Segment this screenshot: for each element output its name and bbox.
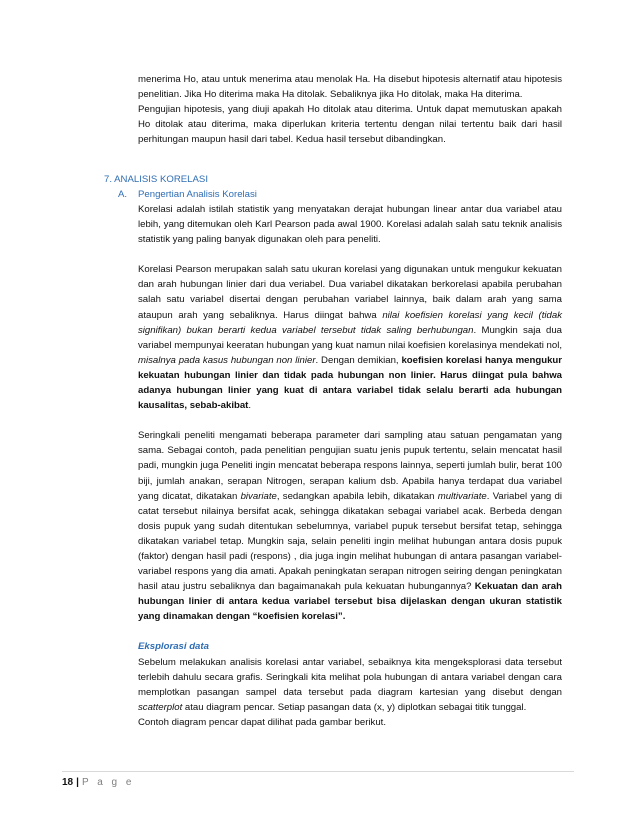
paragraph xyxy=(138,262,562,413)
page-label: P a g e xyxy=(81,777,135,788)
paragraph xyxy=(138,655,562,715)
text-run: atau diagram pencar. Setiap pasangan data (x, y) diplotkan sebagai titik tunggal. xyxy=(182,701,527,713)
bold-text: Kekuatan dan arah hubungan linier di antara kedua variabel tersebut bisa dijelaskan dengan ukuran statistik yang dinamakan dengan “koefisien korelasi”. xyxy=(138,581,562,623)
page-number: 18 xyxy=(62,777,74,788)
sub-heading-marker: A. xyxy=(118,189,128,200)
text-run: Seringkali peneliti mengamati beberapa parameter dari sampling atau satuan pengamatan yang sama. Sebagai contoh, pada penelitian pengujian suatu jenis pupuk tertentu, selain mencatat hasil padi, mungkin juga Peneliti ingin mencatat beberapa respons lainnya, seperti jumlah bulir, berat 100 biji, jumlah anakan, serapan Nitrogen, serapan kalium dsb. Apabila hanya terdapat dua variabel yang dicatat, dikatakan xyxy=(138,430,562,502)
italic-text: multivariate xyxy=(437,490,487,502)
top-text-block xyxy=(138,72,562,147)
paragraph: Pengujian hipotesis, yang diuji apakah Ho ditolak atau diterima. Untuk dapat memutuskan apakah Ho ditolak atau diterima, maka diperlukan kriteria tertentu dengan nilai tertentu baik dari hasil perhitungan maupun hasil dari tabel. Kedua hasil tersebut dibandingkan. xyxy=(138,104,562,146)
italic-text: bivariate xyxy=(240,490,277,502)
text-run: , sedangkan apabila lebih, dikatakan xyxy=(276,490,438,502)
text-run: . xyxy=(248,400,252,412)
paragraph xyxy=(138,428,562,624)
footer-separator: | xyxy=(76,777,79,788)
text-run: . Mungkin saja dua variabel mempunyai keeratan hubungan yang kuat namun nilai koefisien korelasinya mendekati nol, xyxy=(138,324,562,351)
text-run: . Variabel yang di catat tersebut nilainya bersifat acak, sehingga dikatakan sebagai variabel acak. Berbeda dengan dosis pupuk yang sudah ditentukan sebelumnya, variabel pupuk tersebut bersifat tetap, sehingga dikatakan variabel tetap. Mungkin saja, selain peneliti ingin melihat hubungan antara dosis pupuk (faktor) dengan hasil padi (respons) , dia juga ingin melihat hubungan di antara pasangan variabel-variabel respons yang dia amati. Apakah peningkatan serapan nitrogen seiring dengan peningkatan hasil atau justru sebaliknya dan bagaimanakah pula kekuatan hubungannya? xyxy=(138,490,562,593)
footer-divider xyxy=(62,771,574,772)
section-heading: 7. ANALISIS KORELASI xyxy=(104,174,208,185)
italic-text: misalnya pada kasus hubungan non linier xyxy=(138,354,316,366)
paragraph: Korelasi adalah istilah statistik yang menyatakan derajat hubungan linear antar dua variabel atau lebih, yang ditemukan oleh Karl Pearson pada awal 1900. Korelasi adalah salah satu teknik analisis statistik yang paling banyak digunakan oleh para peneliti. xyxy=(138,204,562,246)
page-footer xyxy=(62,776,134,790)
paragraph: menerima Ho, atau untuk menerima atau menolak Ha. Ha disebut hipotesis alternatif atau hipotesis penelitian. Jika Ho diterima maka Ha ditolak. Sebaliknya jika Ho ditolak, maka Ha diterima. xyxy=(138,74,562,101)
eksplorasi-heading: Eksplorasi data xyxy=(138,641,209,653)
text-run: . Dengan demikian, xyxy=(315,354,402,366)
paragraph: Contoh diagram pencar dapat dilihat pada gambar berikut. xyxy=(138,716,386,728)
body-text-block xyxy=(138,202,562,730)
sub-heading xyxy=(118,187,257,202)
sub-heading-title: Pengertian Analisis Korelasi xyxy=(138,189,257,200)
italic-text: scatterplot xyxy=(138,701,183,713)
bold-text: koefisien korelasi hanya mengukur kekuatan hubungan linier dan tidak pada hubungan non linier. Harus diingat pula bahwa adanya hubungan linier yang kuat di antara variabel tidak selalu berarti ada hubungan kausalitas, sebab-akibat xyxy=(138,354,562,412)
text-run: Sebelum melakukan analisis korelasi antar variabel, sebaiknya kita mengeksplorasi data tersebut terlebih dahulu secara grafis. Seringkali kita melihat pola hubungan di antara variabel dengan cara memplotkan pasangan sampel data tersebut pada diagram kartesian yang disebut dengan xyxy=(138,656,562,698)
italic-text: nilai koefisien korelasi yang kecil (tidak signifikan) bukan berarti kedua variabel tersebut tidak saling berhubungan xyxy=(138,309,562,336)
text-run: Korelasi Pearson merupakan salah satu ukuran korelasi yang digunakan untuk mengukur kekuatan dan arah hubungan linier dari dua veriabel. Dua variabel dikatakan berkorelasi apabila perubahan salah satu variabel disertai dengan perubahan variabel lainnya, baik dalam arah yang sama ataupun arah yang sebaliknya. Harus diingat bahwa xyxy=(138,264,562,321)
